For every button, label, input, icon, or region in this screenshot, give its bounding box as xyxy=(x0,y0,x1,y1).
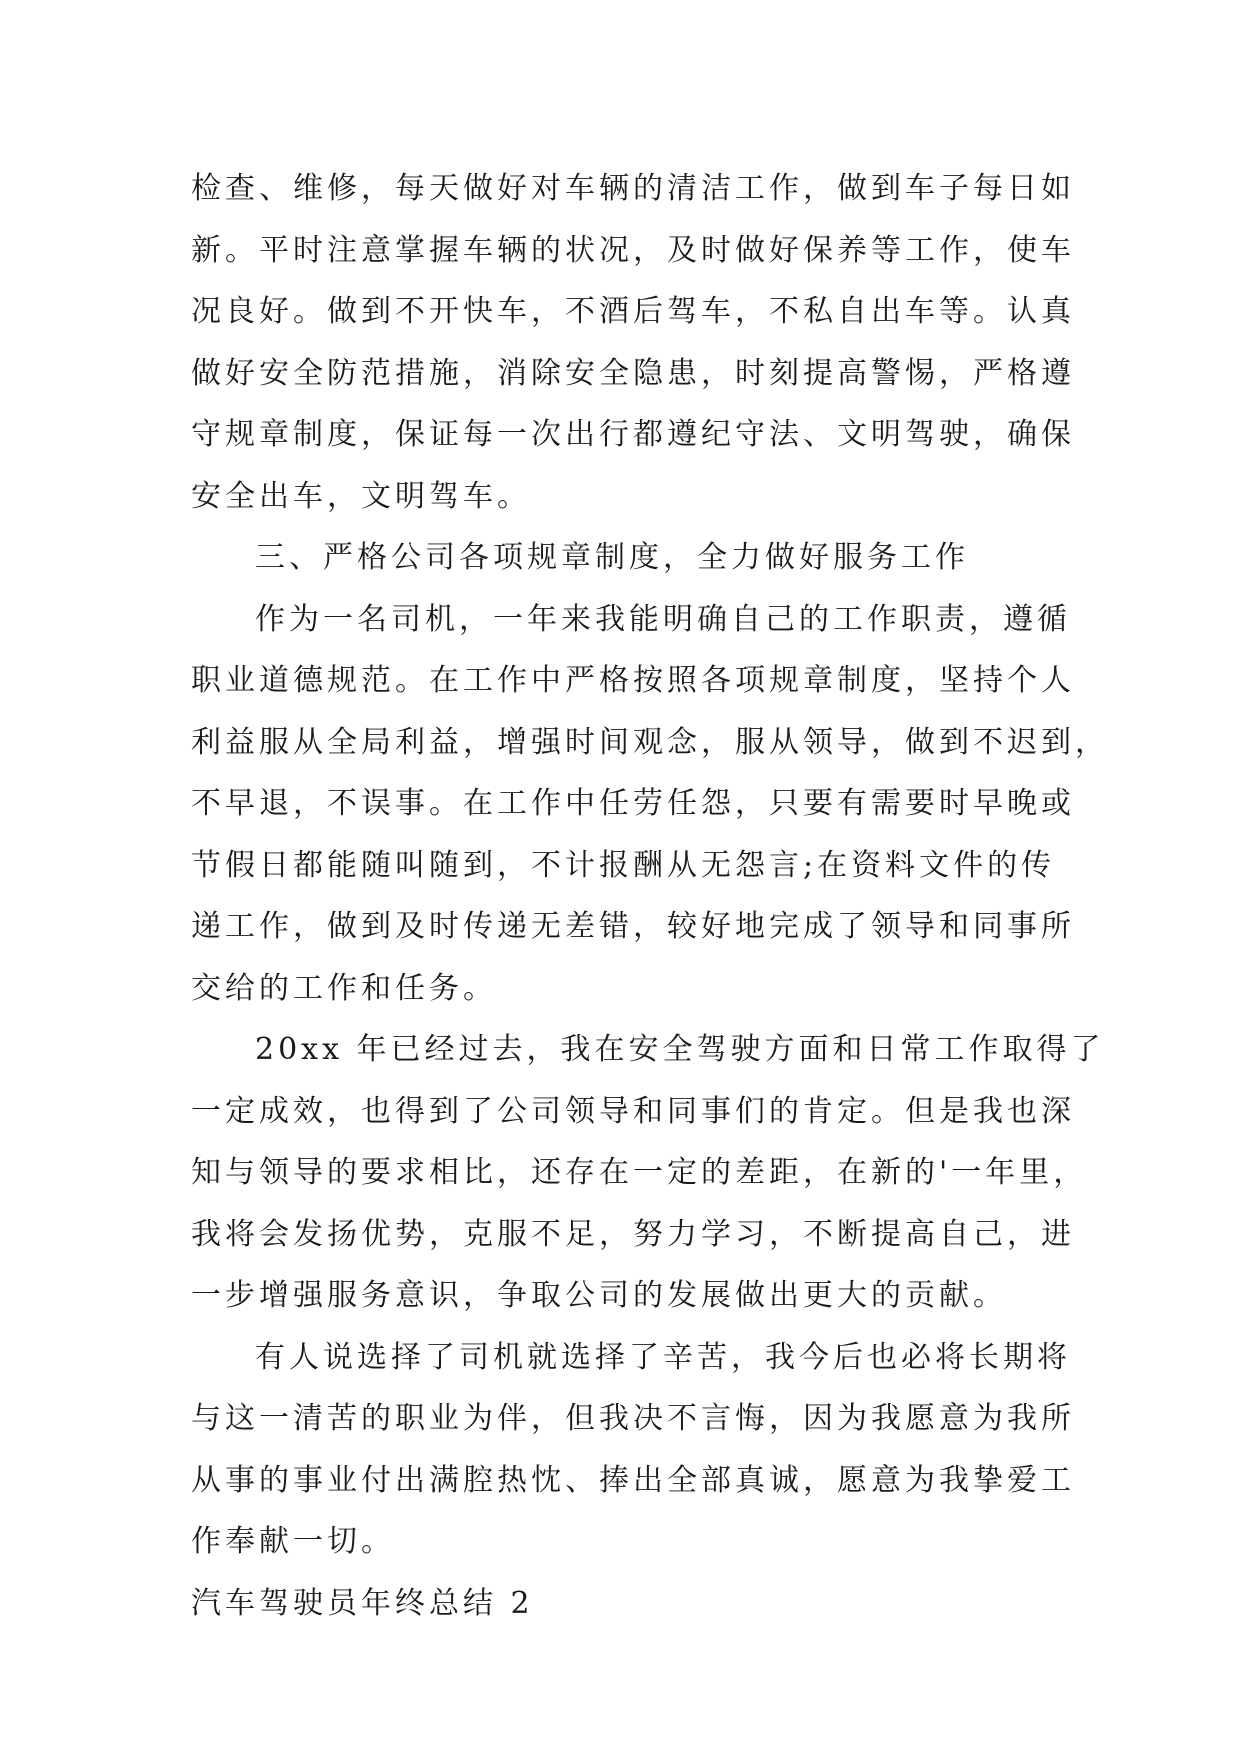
text-line: 与这一清苦的职业为伴，但我决不言悔，因为我愿意为我所 xyxy=(191,1401,1075,1436)
text-line: 做好安全防范措施，消除安全隐患，时刻提高警惕，严格遵 xyxy=(191,355,1075,391)
text-line: 新。平时注意掌握车辆的状况，及时做好保养等工作，使车 xyxy=(191,232,1075,268)
text-line: 安全出车，文明驾车。 xyxy=(191,478,531,514)
paragraph-first-line: 20xx 年已经过去，我在安全驾驶方面和日常工作取得了 xyxy=(255,1032,1105,1067)
text-line: 一定成效，也得到了公司领导和同事们的肯定。但是我也深 xyxy=(191,1093,1075,1129)
text-line: 作奉献一切。 xyxy=(191,1524,395,1559)
text-line: 利益服从全局利益，增强时间观念，服从领导，做到不迟到， xyxy=(191,724,1109,760)
document-body xyxy=(191,158,1109,1634)
text-line: 从事的事业付出满腔热忱、捧出全部真诚，愿意为我挚爱工 xyxy=(191,1462,1075,1498)
text-line: 守规章制度，保证每一次出行都遵纪守法、文明驾驶，确保 xyxy=(191,417,1075,452)
text-line: 知与领导的要求相比，还存在一定的差距，在新的'一年里， xyxy=(191,1155,1088,1190)
text-line: 不早退，不误事。在工作中任劳任怨，只要有需要时早晚或 xyxy=(191,786,1075,821)
text-line: 况良好。做到不开快车，不酒后驾车，不私自出车等。认真 xyxy=(191,294,1075,329)
text-line: 检查、维修，每天做好对车辆的清洁工作，做到车子每日如 xyxy=(191,171,1075,206)
text-line: 交给的工作和任务。 xyxy=(191,970,497,1006)
text-line: 递工作，做到及时传递无差错，较好地完成了领导和同事所 xyxy=(191,909,1075,944)
text-line: 我将会发扬优势，克服不足，努力学习，不断提高自己，进 xyxy=(191,1216,1075,1252)
text-line: 节假日都能随叫随到，不计报酬从无怨言;在资料文件的传 xyxy=(191,847,1056,883)
paragraph-first-line: 作为一名司机，一年来我能明确自己的工作职责，遵循 xyxy=(255,601,1071,637)
paragraph-first-line: 有人说选择了司机就选择了辛苦，我今后也必将长期将 xyxy=(255,1339,1071,1375)
section-heading: 三、严格公司各项规章制度，全力做好服务工作 xyxy=(255,540,969,575)
document-title: 汽车驾驶员年终总结 2 xyxy=(191,1585,534,1621)
text-line: 一步增强服务意识，争取公司的发展做出更大的贡献。 xyxy=(191,1278,1007,1313)
text-line: 职业道德规范。在工作中严格按照各项规章制度，坚持个人 xyxy=(191,663,1075,698)
